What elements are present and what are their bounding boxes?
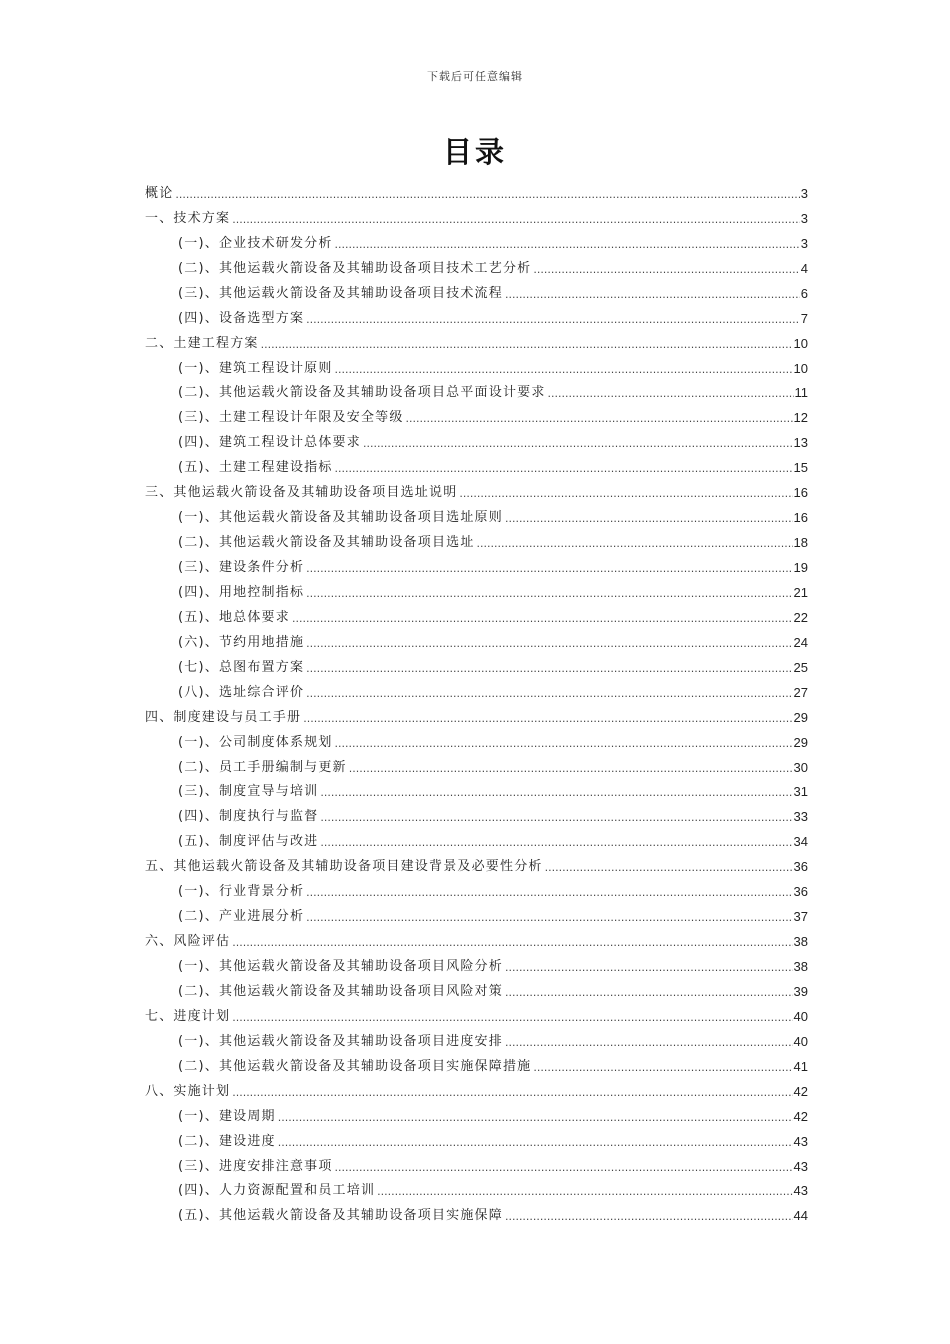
toc-dot-leader: [335, 462, 793, 475]
toc-entry[interactable]: [145, 450, 808, 475]
toc-dot-leader: [232, 936, 792, 949]
toc-dot-leader: [349, 762, 793, 775]
toc-dot-leader: [363, 437, 793, 450]
toc-entry-page-number: 33: [793, 809, 808, 825]
toc-entry-label: (三)、制度宣导与培训: [178, 784, 319, 800]
toc-entry[interactable]: [145, 849, 808, 874]
toc-dot-leader: [335, 363, 793, 376]
toc-entry-label: 概论: [145, 185, 174, 201]
toc-entry-page-number: 21: [793, 584, 808, 600]
toc-entry[interactable]: [145, 600, 808, 625]
toc-entry-page-number: 22: [793, 609, 808, 625]
toc-entry-label: (一)、公司制度体系规划: [178, 734, 333, 750]
toc-entry-label: (四)、建筑工程设计总体要求: [178, 435, 361, 451]
toc-entry-page-number: 43: [793, 1183, 808, 1199]
toc-dot-leader: [533, 1061, 792, 1074]
toc-entry[interactable]: [145, 675, 808, 700]
toc-dot-leader: [232, 1011, 792, 1024]
toc-entry[interactable]: [145, 625, 808, 650]
toc-entry-page-number: 30: [793, 759, 808, 775]
toc-entry[interactable]: [145, 400, 808, 425]
toc-dot-leader: [545, 861, 793, 874]
toc-entry[interactable]: [145, 176, 808, 201]
toc-entry-page-number: 25: [793, 659, 808, 675]
toc-dot-leader: [459, 487, 792, 500]
toc-entry[interactable]: [145, 924, 808, 949]
toc-dot-leader: [335, 737, 793, 750]
toc-entry-page-number: 12: [793, 410, 808, 426]
toc-entry-page-number: 43: [793, 1158, 808, 1174]
toc-entry[interactable]: [145, 500, 808, 525]
toc-entry-label: (二)、产业进展分析: [178, 909, 305, 925]
toc-entry-label: (四)、人力资源配置和员工培训: [178, 1183, 376, 1199]
toc-entry-page-number: 44: [793, 1208, 808, 1224]
toc-entry-label: 二、土建工程方案: [145, 335, 259, 351]
toc-entry[interactable]: [145, 999, 808, 1024]
toc-entry-page-number: 40: [793, 1008, 808, 1024]
toc-entry-page-number: 4: [800, 260, 808, 276]
toc-dot-leader: [505, 1036, 793, 1049]
toc-entry-label: (三)、土建工程设计年限及安全等级: [178, 410, 404, 426]
toc-entry[interactable]: [145, 775, 808, 800]
toc-entry[interactable]: [145, 750, 808, 775]
toc-entry[interactable]: [145, 251, 808, 276]
toc-dot-leader: [306, 687, 792, 700]
toc-dot-leader: [292, 612, 793, 625]
toc-entry-page-number: 39: [793, 983, 808, 999]
toc-entry-label: 五、其他运载火箭设备及其辅助设备项目建设背景及必要性分析: [145, 859, 543, 875]
toc-entry-label: 三、其他运载火箭设备及其辅助设备项目选址说明: [145, 485, 458, 501]
header-note: 下载后可任意编辑: [427, 70, 523, 83]
toc-entry[interactable]: [145, 1049, 808, 1074]
toc-entry-label: (二)、建设进度: [178, 1133, 276, 1149]
toc-entry[interactable]: [145, 276, 808, 301]
toc-entry-label: (一)、企业技术研发分析: [178, 235, 333, 251]
toc-entry-label: (一)、行业背景分析: [178, 884, 305, 900]
toc-entry-page-number: 18: [793, 535, 808, 551]
toc-dot-leader: [505, 961, 793, 974]
toc-entry-page-number: 3: [800, 185, 808, 201]
toc-entry-label: (一)、其他运载火箭设备及其辅助设备项目选址原则: [178, 510, 503, 526]
toc-entry-page-number: 38: [793, 934, 808, 950]
toc-entry[interactable]: [145, 874, 808, 899]
toc-entry-page-number: 42: [793, 1108, 808, 1124]
toc-entry[interactable]: [145, 1124, 808, 1149]
toc-entry-label: (二)、其他运载火箭设备及其辅助设备项目实施保障措施: [178, 1058, 532, 1074]
toc-entry-label: (一)、建筑工程设计原则: [178, 360, 333, 376]
toc-entry[interactable]: [145, 1174, 808, 1199]
toc-dot-leader: [533, 263, 799, 276]
toc-entry-page-number: 7: [800, 310, 808, 326]
toc-entry[interactable]: [145, 1198, 808, 1223]
toc-entry-page-number: 24: [793, 634, 808, 650]
toc-entry[interactable]: [145, 525, 808, 550]
toc-entry-label: (五)、土建工程建设指标: [178, 460, 333, 476]
toc-dot-leader: [306, 886, 792, 899]
toc-dot-leader: [320, 836, 792, 849]
toc-entry-label: (二)、其他运载火箭设备及其辅助设备项目总平面设计要求: [178, 385, 546, 401]
toc-entry[interactable]: [145, 226, 808, 251]
toc-entry[interactable]: [145, 475, 808, 500]
toc-entry[interactable]: [145, 700, 808, 725]
toc-entry[interactable]: [145, 824, 808, 849]
toc-entry-page-number: 38: [793, 959, 808, 974]
toc-entry[interactable]: [145, 425, 808, 450]
toc-dot-leader: [505, 512, 793, 525]
toc-dot-leader: [303, 712, 792, 725]
toc-entry-page-number: 16: [793, 510, 808, 526]
toc-dot-leader: [232, 213, 800, 226]
toc-entry-page-number: 42: [793, 1083, 808, 1099]
toc-dot-leader: [278, 1111, 793, 1124]
toc-entry-label: 一、技术方案: [145, 210, 231, 226]
toc-entry-page-number: 43: [793, 1133, 808, 1149]
toc-entry-label: (六)、节约用地措施: [178, 634, 305, 650]
toc-dot-leader: [320, 811, 792, 824]
toc-entry-label: (二)、员工手册编制与更新: [178, 759, 347, 775]
toc-entry[interactable]: [145, 326, 808, 351]
toc-entry-label: (一)、建设周期: [178, 1108, 276, 1124]
toc-entry-page-number: 37: [793, 909, 808, 925]
toc-entry-label: (二)、其他运载火箭设备及其辅助设备项目选址: [178, 535, 475, 551]
toc-entry-label: (四)、制度执行与监督: [178, 809, 319, 825]
toc-entry-label: (三)、进度安排注意事项: [178, 1158, 333, 1174]
toc-entry-label: (五)、地总体要求: [178, 609, 290, 625]
toc-dot-leader: [548, 387, 794, 400]
toc-entry-page-number: 27: [793, 684, 808, 700]
toc-dot-leader: [306, 662, 792, 675]
toc-dot-leader: [306, 587, 792, 600]
toc-dot-leader: [306, 911, 792, 924]
toc-entry-label: (四)、设备选型方案: [178, 310, 305, 326]
toc-entry-page-number: 10: [793, 335, 808, 351]
toc-entry-label: (七)、总图布置方案: [178, 659, 305, 675]
toc-dot-leader: [505, 1210, 793, 1223]
toc-dot-leader: [232, 1086, 792, 1099]
toc-entry-page-number: 16: [793, 485, 808, 501]
toc-dot-leader: [335, 1161, 793, 1174]
toc-entry-label: 七、进度计划: [145, 1008, 231, 1024]
toc-dot-leader: [278, 1136, 793, 1149]
toc-dot-leader: [261, 338, 793, 351]
toc-entry[interactable]: [145, 799, 808, 824]
toc-dot-leader: [505, 288, 800, 301]
toc-entry[interactable]: [145, 1074, 808, 1099]
toc-entry-label: 六、风险评估: [145, 934, 231, 950]
toc-entry[interactable]: [145, 949, 808, 974]
toc-entry-label: (一)、其他运载火箭设备及其辅助设备项目进度安排: [178, 1033, 503, 1049]
toc-entry[interactable]: [145, 351, 808, 376]
toc-entry-page-number: 29: [793, 709, 808, 725]
toc-entry[interactable]: [145, 650, 808, 675]
toc-entry-label: (五)、制度评估与改进: [178, 834, 319, 850]
toc-entry-label: (三)、其他运载火箭设备及其辅助设备项目技术流程: [178, 285, 503, 301]
toc-dot-leader: [306, 637, 792, 650]
toc-entry-label: (八)、选址综合评价: [178, 684, 305, 700]
toc-entry[interactable]: [145, 974, 808, 999]
toc-entry-page-number: 15: [793, 460, 808, 476]
toc-entry-page-number: 3: [800, 235, 808, 251]
toc-entry-label: (四)、用地控制指标: [178, 584, 305, 600]
toc-entry-page-number: 31: [793, 784, 808, 800]
toc-entry-page-number: 13: [793, 435, 808, 451]
toc-entry-page-number: 29: [793, 734, 808, 750]
toc-dot-leader: [306, 313, 800, 326]
toc-dot-leader: [477, 537, 793, 550]
toc-dot-leader: [320, 786, 792, 799]
page-title: 目录: [442, 135, 507, 169]
toc-entry[interactable]: [145, 575, 808, 600]
toc-entry[interactable]: [145, 899, 808, 924]
toc-entry-label: (三)、建设条件分析: [178, 560, 305, 575]
toc-entry[interactable]: [145, 301, 808, 326]
toc-dot-leader: [406, 412, 793, 425]
toc-entry-page-number: 36: [793, 884, 808, 900]
toc-entry[interactable]: [145, 550, 808, 575]
toc-entry-label: 八、实施计划: [145, 1083, 231, 1099]
toc-entry-page-number: 40: [793, 1033, 808, 1049]
toc-entry[interactable]: [145, 725, 808, 750]
toc-dot-leader: [335, 238, 800, 251]
toc-dot-leader: [306, 562, 792, 575]
toc-entry[interactable]: [145, 376, 808, 401]
toc-entry-page-number: 10: [793, 360, 808, 376]
toc-entry-label: (五)、其他运载火箭设备及其辅助设备项目实施保障: [178, 1208, 503, 1224]
toc-entry-label: (二)、其他运载火箭设备及其辅助设备项目技术工艺分析: [178, 260, 532, 276]
toc-entry-page-number: 34: [793, 834, 808, 850]
table-of-contents: [145, 176, 808, 1223]
toc-entry-page-number: 36: [793, 859, 808, 875]
toc-entry[interactable]: [145, 1149, 808, 1174]
toc-entry[interactable]: [145, 1024, 808, 1049]
toc-entry[interactable]: [145, 1099, 808, 1124]
toc-dot-leader: [505, 986, 793, 999]
toc-entry-page-number: 6: [800, 285, 808, 301]
toc-entry-page-number: 41: [793, 1058, 808, 1074]
toc-dot-leader: [175, 188, 799, 201]
toc-entry-label: (二)、其他运载火箭设备及其辅助设备项目风险对策: [178, 983, 503, 999]
toc-entry-page-number: 3: [800, 210, 808, 226]
toc-entry-page-number: 19: [793, 560, 808, 575]
toc-entry-label: (一)、其他运载火箭设备及其辅助设备项目风险分析: [178, 959, 503, 974]
toc-dot-leader: [377, 1185, 792, 1198]
toc-entry-label: 四、制度建设与员工手册: [145, 709, 302, 725]
toc-entry[interactable]: [145, 201, 808, 226]
toc-entry-page-number: 11: [794, 385, 808, 401]
